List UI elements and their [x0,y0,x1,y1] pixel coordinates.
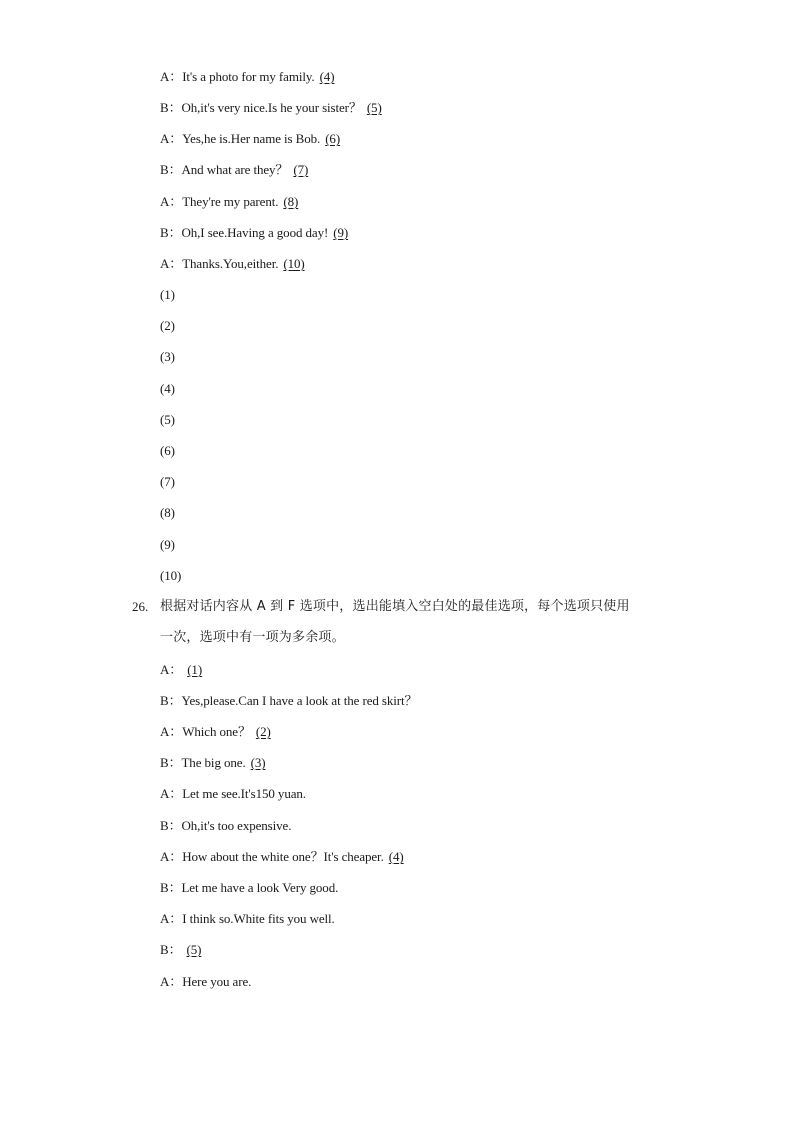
answer-blank: (9) [333,225,349,240]
dialogue-text: A：I think so.White fits you well. [160,911,335,926]
dialogue2-line [160,973,251,991]
answer-number: (4) [160,381,175,396]
answer-blank: (1) [187,662,203,677]
answer-blank: (4) [388,849,404,864]
dialogue1-line [160,130,343,148]
dialogue-text: B：Oh,it's very nice.Is he your sister？ [160,100,362,115]
dialogue1-line [160,224,351,242]
answer-blank: (4) [319,69,335,84]
question-instruction: 一次，选项中有一项为多余项。 [160,630,345,645]
dialogue2-line [160,785,306,803]
dialogue2-line [160,848,407,866]
answer-number: (10) [160,568,182,583]
answer-blank: (2) [255,724,271,739]
dialogue-text: A：Thanks.You,either. [160,256,279,271]
dialogue-text: B： [160,942,182,957]
dialogue-text: B：Yes,please.Can I have a look at the red skirt？ [160,693,418,708]
dialogue1-line [160,161,311,179]
dialogue1-line [160,99,385,117]
question-instruction: 根据对话内容从 A 到 F 选项中，选出能填入空白处的最佳选项，每个选项只使用 [160,599,630,614]
answer-number: (1) [160,287,175,302]
answer-number: (9) [160,537,175,552]
dialogue-text: A：Which one？ [160,724,251,739]
answer-number: (8) [160,505,175,520]
dialogue2-line [160,910,335,928]
answer-blank: (10) [283,256,305,271]
dialogue-text: A：Yes,he is.Her name is Bob. [160,131,321,146]
dialogue2-line [160,692,417,710]
dialogue2-line [160,817,291,835]
dialogue1-line [160,255,308,273]
dialogue-text: A：They're my parent. [160,194,279,209]
answer-blank: (5) [366,100,382,115]
dialogue-text: B：Oh,I see.Having a good day! [160,225,329,240]
dialogue-text: A： [160,662,183,677]
answer-blank: (5) [186,942,202,957]
dialogue-text: B：Oh,it's too expensive. [160,818,292,833]
dialogue-text: A：Here you are. [160,974,252,989]
answer-blank: (3) [250,755,266,770]
dialogue2-line [160,754,268,772]
answer-number: (3) [160,349,175,364]
dialogue2-line [160,879,338,897]
dialogue2-line [160,723,274,741]
dialogue-text: B：Let me have a look Very good. [160,880,339,895]
dialogue-text: A：It's a photo for my family. [160,69,315,84]
dialogue-text: B：The big one. [160,755,246,770]
answer-blank: (6) [325,131,341,146]
answer-blank: (8) [283,194,299,209]
answer-number: (5) [160,412,175,427]
dialogue2-line [160,661,205,679]
question-number: 26. [132,599,149,614]
dialogue2-line [160,941,204,959]
dialogue-text: B：And what are they？ [160,162,289,177]
dialogue1-line [160,193,301,211]
answer-number: (7) [160,474,175,489]
answer-blank: (7) [293,162,309,177]
dialogue-text: A：How about the white one？It's cheaper. [160,849,384,864]
dialogue-text: A：Let me see.It's150 yuan. [160,786,306,801]
answer-number: (2) [160,318,175,333]
dialogue1-line [160,68,337,86]
answer-number: (6) [160,443,175,458]
